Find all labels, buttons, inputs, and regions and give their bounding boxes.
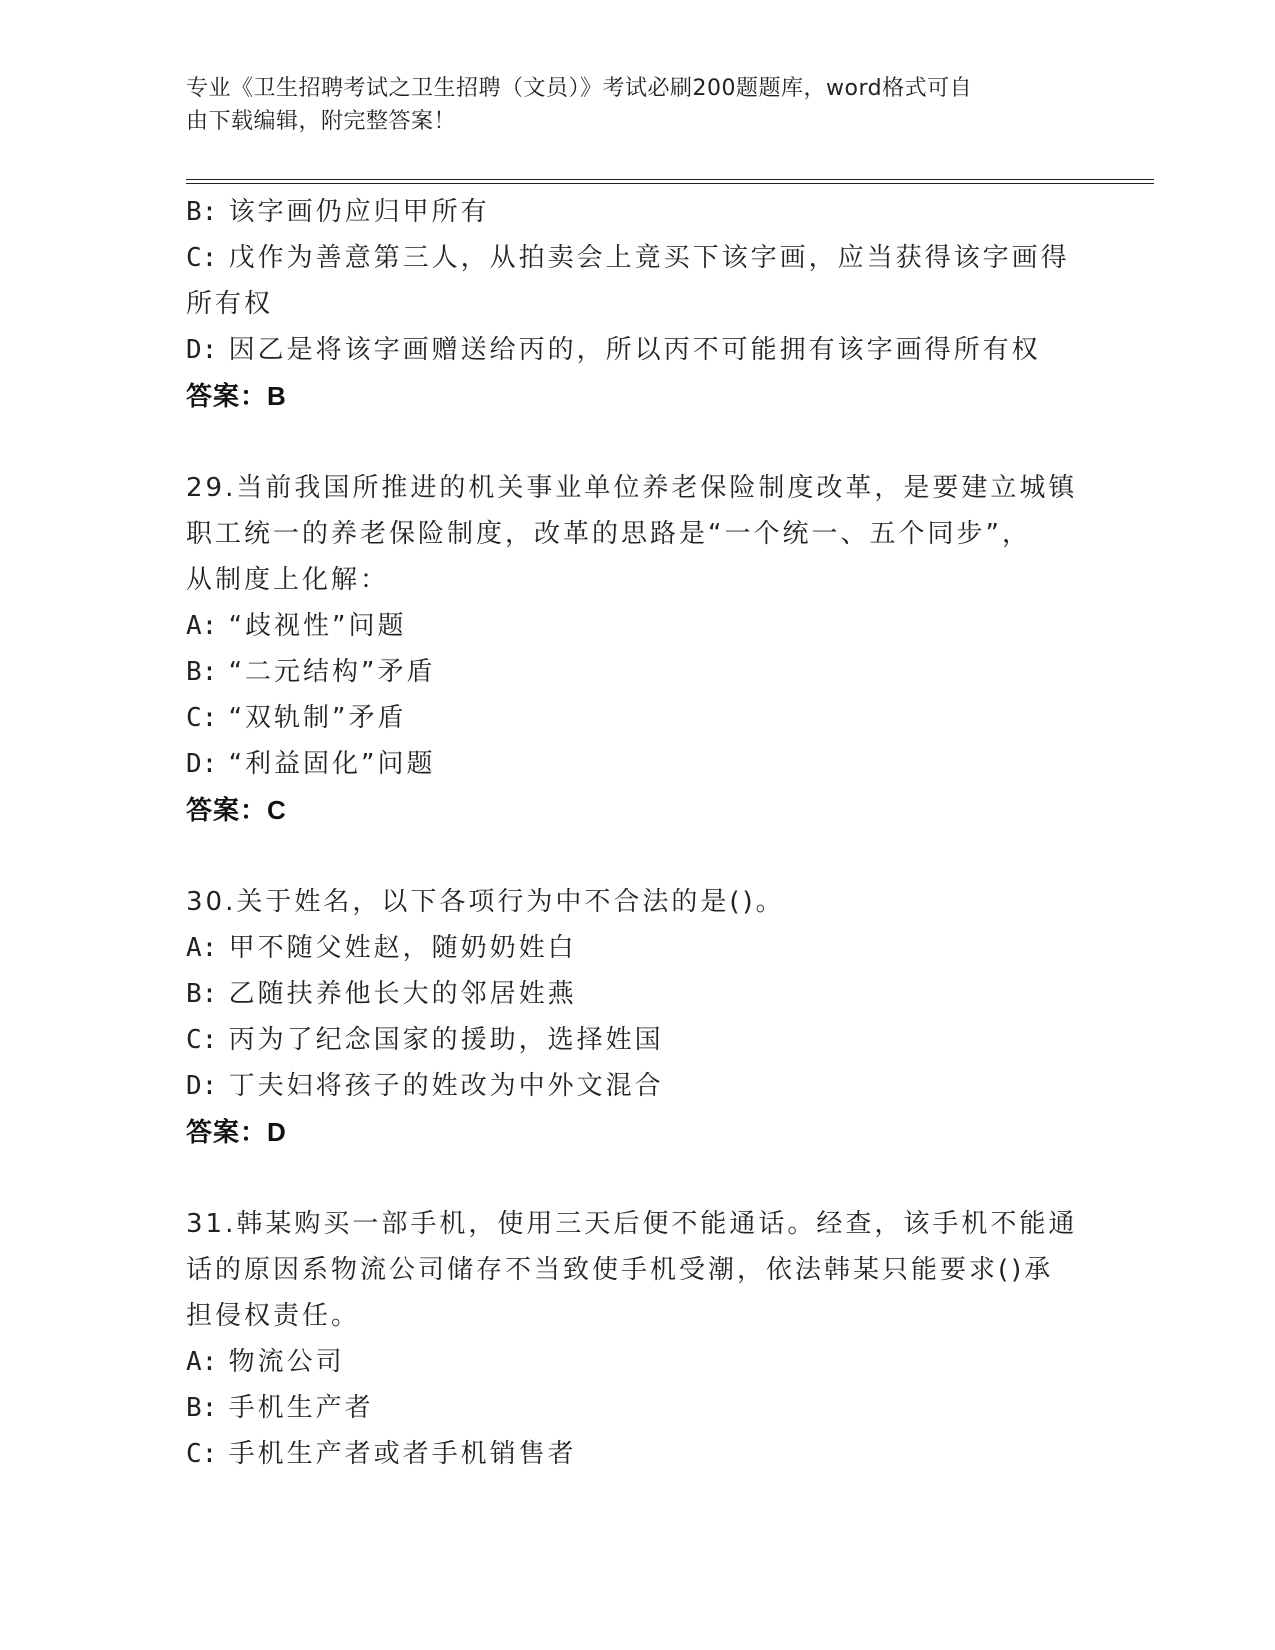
option-text: 手机生产者或者手机销售者 — [228, 1439, 577, 1469]
header-line-2: 由下载编辑，附完整答案！ — [186, 109, 457, 134]
header-line-1: 专业《卫生招聘考试之卫生招聘（文员）》考试必刷200题题库，word格式可自 — [186, 76, 973, 101]
question-text-line: 话的原因系物流公司储存不当致使手机受潮，依法韩某只能要求()承 — [186, 1255, 1054, 1285]
option-label: C: — [186, 243, 218, 273]
option-line — [186, 189, 1086, 235]
answer-line: 答案：B — [186, 381, 287, 411]
header-rule-top — [186, 179, 1154, 180]
option-line — [186, 603, 1086, 649]
document-body — [186, 189, 1086, 1477]
carryover-question — [186, 189, 1086, 419]
option-text: 因乙是将该字画赠送给丙的，所以丙不可能拥有该字画得所有权 — [228, 335, 1041, 365]
option-label: C: — [186, 703, 218, 733]
question-30 — [186, 879, 1086, 1155]
option-label: A: — [186, 611, 218, 641]
option-label: D: — [186, 335, 218, 365]
option-text: 丁夫妇将孩子的姓改为中外文混合 — [228, 1071, 664, 1101]
option-label: D: — [186, 749, 218, 779]
option-label: B: — [186, 657, 218, 687]
option-label: A: — [186, 1347, 218, 1377]
question-text-line: 职工统一的养老保险制度，改革的思路是“一个统一、五个同步”， — [186, 519, 1031, 549]
option-line — [186, 971, 1086, 1017]
option-text: 乙随扶养他长大的邻居姓燕 — [228, 979, 577, 1009]
option-line — [186, 1063, 1086, 1109]
option-line — [186, 1385, 1086, 1431]
option-text: 甲不随父姓赵，随奶奶姓白 — [228, 933, 577, 963]
question-29 — [186, 465, 1086, 833]
option-text: 手机生产者 — [228, 1393, 374, 1423]
header-rule-bottom — [186, 183, 1154, 184]
option-text: 所有权 — [186, 289, 274, 319]
document-header — [186, 72, 1066, 138]
answer-line: 答案：D — [186, 1117, 287, 1147]
question-text-line: 从制度上化解： — [186, 565, 390, 595]
option-line-continuation — [186, 281, 1086, 327]
option-label: B: — [186, 1393, 218, 1423]
question-31 — [186, 1201, 1086, 1477]
option-text: 戊作为善意第三人，从拍卖会上竟买下该字画，应当获得该字画得 — [228, 243, 1070, 273]
question-text-line: 29.当前我国所推进的机关事业单位养老保险制度改革，是要建立城镇 — [186, 473, 1078, 503]
question-text-line: 30.关于姓名，以下各项行为中不合法的是()。 — [186, 887, 785, 917]
option-text: 丙为了纪念国家的援助，选择姓国 — [228, 1025, 664, 1055]
option-line — [186, 1339, 1086, 1385]
option-line — [186, 1017, 1086, 1063]
option-line — [186, 327, 1086, 373]
option-text: “双轨制”矛盾 — [228, 703, 407, 733]
option-line — [186, 925, 1086, 971]
option-line — [186, 741, 1086, 787]
question-text-line: 31.韩某购买一部手机，使用三天后便不能通话。经查，该手机不能通 — [186, 1209, 1078, 1239]
option-label: A: — [186, 933, 218, 963]
option-text: “利益固化”问题 — [228, 749, 436, 779]
option-text: 该字画仍应归甲所有 — [228, 197, 490, 227]
option-line — [186, 649, 1086, 695]
option-text: “二元结构”矛盾 — [228, 657, 436, 687]
option-text: “歧视性”问题 — [228, 611, 407, 641]
option-label: C: — [186, 1025, 218, 1055]
option-line — [186, 1431, 1086, 1477]
answer-line: 答案：C — [186, 795, 287, 825]
option-label: D: — [186, 1071, 218, 1101]
option-label: B: — [186, 979, 218, 1009]
option-label: C: — [186, 1439, 218, 1469]
option-label: B: — [186, 197, 218, 227]
question-text-line: 担侵权责任。 — [186, 1301, 361, 1331]
option-line — [186, 695, 1086, 741]
option-line — [186, 235, 1086, 281]
option-text: 物流公司 — [228, 1347, 345, 1377]
